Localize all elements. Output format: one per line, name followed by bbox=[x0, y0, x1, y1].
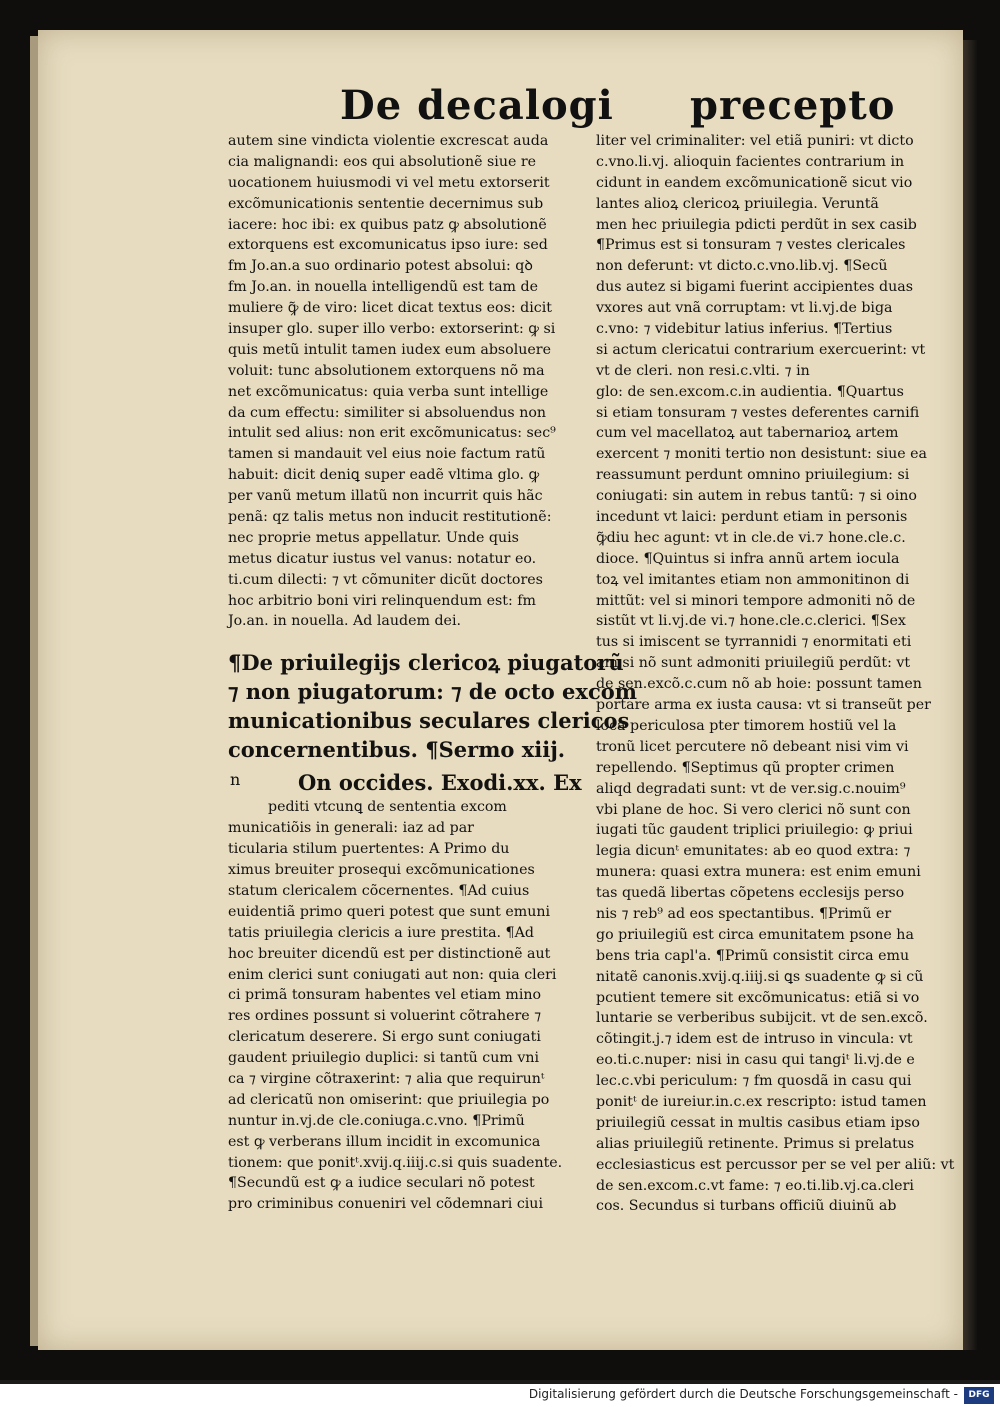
text-line: penã: qz talis metus non inducit restitutionẽ: bbox=[228, 509, 552, 526]
text-line: nec proprie metus appellatur. Unde quis bbox=[228, 529, 519, 546]
text-line: pro criminibus conueniri vel cõdemnari ciui bbox=[228, 1196, 543, 1213]
text-line: mittũt: vel si minori tempore admoniti nõ de bbox=[596, 592, 916, 609]
text-line: per vanũ metum illatũ non incurrit quis hãc bbox=[228, 488, 543, 505]
text-line: ad clericatũ non omiserint: que priuilegia po bbox=[228, 1091, 550, 1108]
text-line: nitatẽ canonis.xvij.q.iiij.si ꝗs suadente ꝙ si cũ bbox=[596, 968, 924, 985]
text-line: ꝙ̃diu hec agunt: vt in cle.de vi.⁊ hone.cle.c. bbox=[596, 529, 906, 546]
running-head-left: De decalogi bbox=[340, 82, 614, 129]
text-line: reassumunt perdunt omnino priuilegium: si bbox=[596, 467, 910, 484]
text-line: si actum clericatui contrarium exercuerint: vt bbox=[596, 341, 926, 358]
text-line: ponitᵗ de iureiur.in.c.ex rescripto: istud tamen bbox=[596, 1093, 927, 1110]
text-line: de sen.excom.c.vt fame: ⁊ eo.ti.lib.vj.ca.cleri bbox=[596, 1177, 914, 1194]
running-head-right: precepto bbox=[690, 82, 896, 129]
initial-letter: n bbox=[230, 770, 241, 789]
text-line: portare arma ex iusta causa: vt si transeũt per bbox=[596, 697, 931, 714]
text-line: ticularia stilum puertentes: A Primo du bbox=[228, 841, 510, 858]
text-line: statum clericalem cõcernentes. ¶Ad cuius bbox=[228, 882, 530, 899]
text-line: legia dicunᵗ emunitates: ab eo quod extra: ⁊ bbox=[596, 843, 911, 860]
heading-line: municationibus seculares clericos bbox=[228, 708, 630, 734]
text-line: vxores aut vnã corruptam: vt li.vj.de biga bbox=[596, 300, 893, 317]
text-line: men hec priuilegia pdicti perdũt in sex casib bbox=[596, 216, 917, 233]
heading-line: concernentibus. ¶Sermo xiij. bbox=[228, 737, 566, 763]
text-line: dioce. ¶Quintus si infra annũ artem iocula bbox=[596, 550, 900, 567]
page-edge bbox=[30, 36, 38, 1346]
text-line: cos. Secundus si turbans officiũ diuinũ ab bbox=[596, 1198, 897, 1215]
text-line: ¶Primus est si tonsuram ⁊ vestes clericales bbox=[596, 237, 906, 254]
text-line: sistũt vt li.vj.de vi.⁊ hone.cle.c.clerici. ¶Sex bbox=[596, 613, 906, 630]
text-line: ca ⁊ virgine cõtraxerint: ⁊ alia que requirunᵗ bbox=[228, 1070, 545, 1087]
text-line: res ordines possunt si voluerint cõtrahere ⁊ bbox=[228, 1008, 542, 1025]
text-line: toꝝ vel imitantes etiam non ammonitinon di bbox=[596, 571, 910, 588]
text-line: exercent ⁊ moniti tertio non desistunt: siue ea bbox=[596, 446, 928, 463]
text-line: ecclesiasticus est percussor per se vel per aliũ: vt bbox=[596, 1156, 955, 1173]
text-line: loca periculosa pter timorem hostiũ vel la bbox=[596, 717, 897, 734]
text-line: liter vel criminaliter: vel etiã puniri: vt dicto bbox=[596, 133, 914, 149]
text-line: luntarie se verberibus subijcit. vt de sen.excõ. bbox=[596, 1010, 928, 1027]
text-line: bens tria capl'a. ¶Primũ consistit circa emu bbox=[596, 947, 910, 964]
text-line: tamen si mandauit vel eius noie factum ratũ bbox=[228, 446, 546, 463]
text-line: tatis priuilegia clericis a iure prestita. ¶Ad bbox=[228, 924, 534, 941]
text-line: nis ⁊ reb⁹ ad eos spectantibus. ¶Primũ er bbox=[596, 905, 892, 922]
text-line: am si nõ sunt admoniti priuilegiũ perdũt: vt bbox=[596, 655, 911, 672]
text-line: tus si imiscent se tyrrannidi ⁊ enormitati eti bbox=[596, 634, 912, 651]
text-column-left bbox=[228, 131, 637, 1215]
section-heading bbox=[228, 648, 637, 764]
text-line: tronũ licet percutere nõ debeant nisi vim vi bbox=[596, 738, 909, 755]
text-line: glo: de sen.excom.c.in audientia. ¶Quartus bbox=[596, 383, 904, 400]
text-line: muliere ꝙ̃ de viro: licet dicat textus eos: dicit bbox=[228, 300, 552, 317]
text-line: coniugati: sin autem in rebus tantũ: ⁊ si oino bbox=[596, 488, 917, 505]
text-line: municatiõis in generali: iaz ad par bbox=[228, 820, 474, 837]
text-line: enim clerici sunt coniugati aut non: quia cleri bbox=[228, 966, 557, 983]
text-line: uocationem huiusmodi vi vel metu extorserit bbox=[228, 174, 550, 191]
text-line: c.vno: ⁊ videbitur latius inferius. ¶Tertius bbox=[596, 321, 893, 338]
text-line: tionem: que ponitᵗ.xvij.q.iiij.c.si quis suadente. bbox=[228, 1154, 563, 1171]
text-line: priuilegiũ cessat in multis casibus etiam ipso bbox=[596, 1114, 920, 1131]
text-line: aliqd degradati sunt: vt de ver.sig.c.nouim⁹ bbox=[596, 780, 906, 797]
text-line: hoc arbitrio boni viri relinquendum est: fm bbox=[228, 592, 536, 609]
text-line: Jo.an. in nouella. Ad laudem dei. bbox=[228, 613, 461, 630]
text-line: c.vno.li.vj. alioquin facientes contrarium in bbox=[596, 153, 905, 170]
text-line: dus autez si bigami fuerint accipientes duas bbox=[596, 279, 914, 296]
text-line: cia malignandi: eos qui absolutionẽ siue re bbox=[228, 153, 537, 170]
text-line: ximus breuiter prosequi excõmunicationes bbox=[228, 862, 535, 879]
text-line: fm Jo.an. in nouella intelligendũ est tam de bbox=[228, 279, 538, 296]
text-line: ci primã tonsuram habentes vel etiam mino bbox=[228, 987, 542, 1004]
text-line: lantes alioꝝ clericoꝝ priuilegia. Veruntã bbox=[596, 195, 879, 212]
text-line: vbi plane de hoc. Si vero clerici nõ sunt con bbox=[596, 801, 911, 818]
text-line: da cum effectu: similiter si absoluendus non bbox=[228, 404, 547, 421]
text-line: de sen.excõ.c.cum nõ ab hoie: possunt tamen bbox=[596, 676, 922, 693]
text-line: alias priuilegiũ retinente. Primus si prelatus bbox=[596, 1135, 915, 1152]
funding-notice: Digitalisierung gefördert durch die Deutsche Forschungsgemeinschaft - bbox=[528, 1387, 958, 1401]
text-line: euidentiã primo queri potest que sunt emuni bbox=[228, 903, 551, 920]
text-line: net excõmunicatus: quia verba sunt intellige bbox=[228, 383, 549, 400]
text-line: go priuilegiũ est circa emunitatem psone ha bbox=[596, 926, 914, 943]
text-line: voluit: tunc absolutionem extorquens nõ ma bbox=[228, 362, 545, 379]
text-line: eo.ti.c.nuper: nisi in casu qui tangiᵗ li.vj.de e bbox=[596, 1052, 915, 1069]
text-line: incedunt vt laici: perdunt etiam in personis bbox=[596, 509, 908, 526]
text-line: cõtingit.j.⁊ idem est de intruso in vincula: vt bbox=[596, 1031, 913, 1048]
paragraph-left-top bbox=[228, 131, 586, 632]
text-line: extorquens est excomunicatus ipso iure: sed bbox=[228, 237, 548, 254]
text-line: autem sine vindicta violentie excrescat auda bbox=[228, 133, 549, 149]
text-line: ti.cum dilecti: ⁊ vt cõmuniter dicũt doctores bbox=[228, 571, 543, 588]
heading-line: ⁊ non piugatorum: ⁊ de octo excom bbox=[228, 679, 637, 705]
text-column-right bbox=[596, 131, 956, 1217]
text-line: non deferunt: vt dicto.c.vno.lib.vj. ¶Secũ bbox=[596, 258, 888, 275]
text-line: iugati tũc gaudent triplici priuilegio: ꝙ priui bbox=[596, 822, 913, 839]
text-line: tas quedã libertas cõpetens ecclesijs perso bbox=[596, 885, 905, 902]
text-line: cidunt in eandem excõmunicationẽ sicut vio bbox=[596, 174, 913, 191]
text-line: munera: quasi extra munera: est enim emuni bbox=[596, 864, 921, 881]
text-line: pcutient temere sit excõmunicatus: etiã si vo bbox=[596, 989, 920, 1006]
text-line: quis metũ intulit tamen iudex eum absoluere bbox=[228, 341, 551, 358]
heading-line: ¶De priuilegijs clericoꝝ piugatorũ bbox=[228, 650, 624, 676]
text-line: insuper glo. super illo verbo: extorserint: ꝙ si bbox=[228, 321, 556, 338]
text-line: repellendo. ¶Septimus qũ propter crimen bbox=[596, 759, 895, 776]
text-line: lec.c.vbi periculum: ⁊ fm quosdã in casu qui bbox=[596, 1073, 912, 1090]
footer-bar bbox=[0, 1384, 1000, 1407]
text-line: fm Jo.an.a suo ordinario potest absolui: qꝺ bbox=[228, 258, 533, 275]
text-line: si etiam tonsuram ⁊ vestes deferentes carnifi bbox=[596, 404, 920, 421]
book-spine bbox=[963, 40, 977, 1350]
text-line: vt de cleri. non resi.c.vlti. ⁊ in bbox=[596, 362, 810, 379]
text-line: intulit sed alius: non erit excõmunicatus: sec⁹ bbox=[228, 425, 556, 442]
text-line: metus dicatur iustus vel vanus: notatur eo. bbox=[228, 550, 537, 567]
text-line: cum vel macellatoꝝ aut tabernarioꝝ artem bbox=[596, 425, 899, 442]
text-line: clericatum deserere. Si ergo sunt coniugati bbox=[228, 1029, 541, 1046]
dfg-logo: DFG bbox=[964, 1387, 994, 1404]
text-line: excõmunicationis sententie decernimus sub bbox=[228, 195, 544, 212]
text-line: pediti vtcunꝗ de sententia excom bbox=[268, 799, 507, 816]
incipit-text: On occides. Exodi.xx. Ex bbox=[298, 770, 582, 796]
text-line: habuit: dicit deniꝗ super eadẽ vltima glo. ꝙ bbox=[228, 467, 540, 484]
incipit bbox=[228, 768, 586, 797]
text-line: iacere: hoc ibi: ex quibus patz ꝙ absolutionẽ bbox=[228, 216, 547, 233]
text-line: est ꝙ verberans illum incidit in excomunica bbox=[228, 1133, 541, 1150]
text-line: ¶Secundũ est ꝙ a iudice seculari nõ potest bbox=[228, 1175, 535, 1192]
text-line: nuntur in.vj.de cle.coniuga.c.vno. ¶Primũ bbox=[228, 1112, 525, 1129]
paragraph-left-bottom bbox=[228, 797, 586, 1215]
text-line: gaudent priuilegio duplici: si tantũ cum vni bbox=[228, 1050, 540, 1067]
text-line: hoc breuiter dicendũ est per distinctionẽ aut bbox=[228, 945, 551, 962]
